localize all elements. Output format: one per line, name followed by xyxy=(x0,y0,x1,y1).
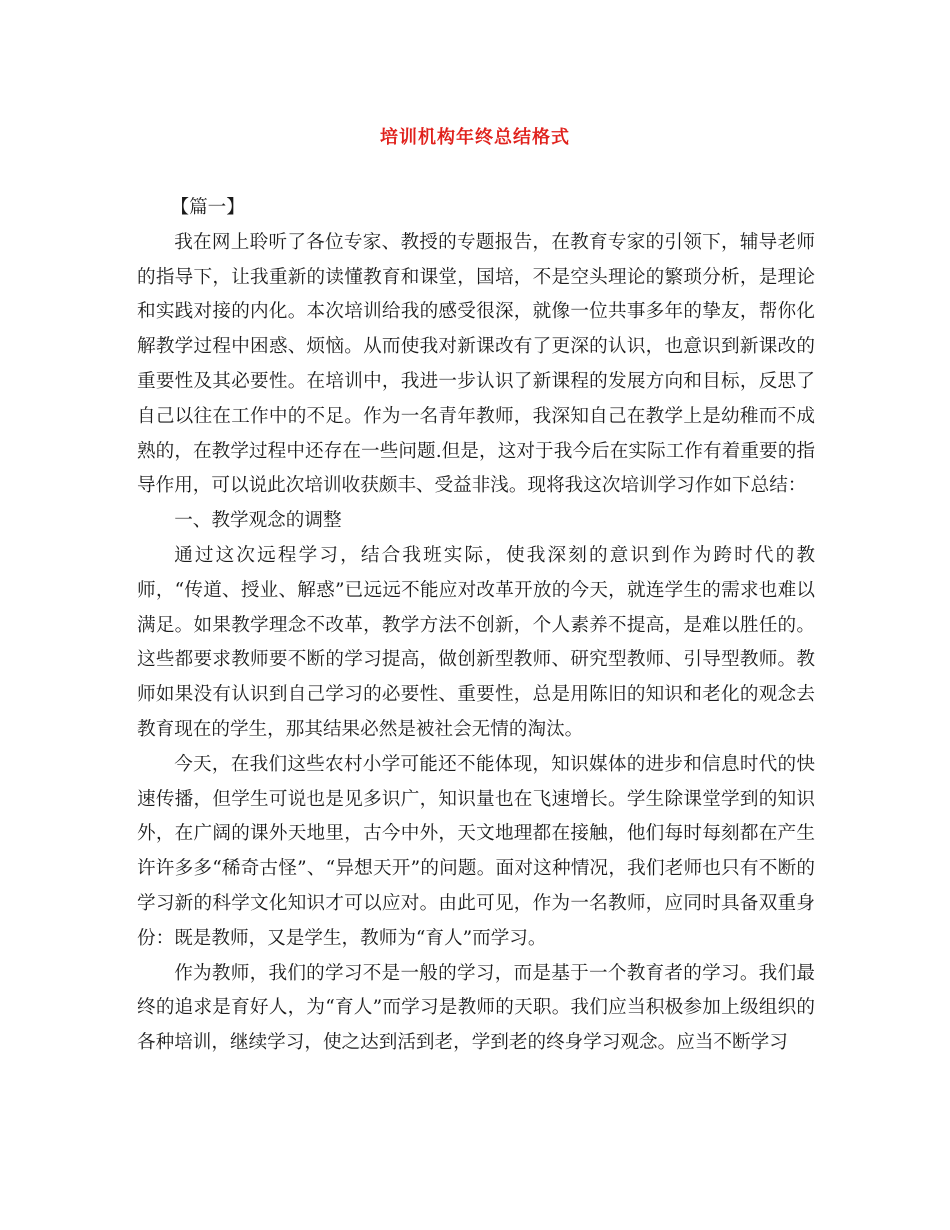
subsection-heading: 一、教学观念的调整 xyxy=(174,510,342,532)
body-paragraph: 作为教师，我们的学习不是一般的学习，而是基于一个教育者的学习。我们最终的追求是育好人，为“育人”而学习是教师的天职。我们应当积极参加上级组织的各种培训，继续学习，使之达到活到老，学到老的终身学习观念。应当不断学习 xyxy=(137,962,815,1054)
section-heading: 【篇一】 xyxy=(170,197,245,218)
document-title: 培训机构年终总结格式 xyxy=(380,127,570,148)
document-body xyxy=(137,191,815,1061)
body-paragraph: 我在网上聆听了各位专家、教授的专题报告，在教育专家的引领下，辅导老师的指导下，让我重新的读懂教育和课堂，国培，不是空头理论的繁琐分析，是理论和实践对接的内化。本次培训给我的感受很深，就像一位共事多年的挚友，帮你化解教学过程中困惑、烦恼。从而使我对新课改有了更深的认识，也意识到新课改的重要性及其必要性。在培训中，我进一步认识了新课程的发展方向和目标，反思了自己以往在工作中的不足。作为一名青年教师，我深知自己在教学上是幼稚而不成熟的，在教学过程中还存在一些问题.但是，这对于我今后在实际工作有着重要的指导作用，可以说此次培训收获颇丰、受益非浅。现将我这次培训学习作如下总结： xyxy=(137,231,815,497)
body-paragraph: 今天，在我们这些农村小学可能还不能体现，知识媒体的进步和信息时代的快速传播，但学生可说也是见多识广，知识量也在飞速增长。学生除课堂学到的知识外，在广阔的课外天地里，古今中外，天文地理都在接触，他们每时每刻都在产生许许多多“稀奇古怪”、“异想天开”的问题。面对这种情况，我们老师也只有不断的学习新的科学文化知识才可以应对。由此可见，作为一名教师，应同时具备双重身份：既是教师，又是学生，教师为“育人”而学习。 xyxy=(137,753,815,949)
body-paragraph: 通过这次远程学习，结合我班实际，使我深刻的意识到作为跨时代的教师，“传道、授业、解惑”已远远不能应对改革开放的今天，就连学生的需求也难以满足。如果教学理念不改革，教学方法不创新，个人素养不提高，是难以胜任的。这些都要求教师要不断的学习提高，做创新型教师、研究型教师、引导型教师。教师如果没有认识到自己学习的必要性、重要性，总是用陈旧的知识和老化的观念去教育现在的学生，那其结果必然是被社会无情的淘汰。 xyxy=(137,544,815,740)
